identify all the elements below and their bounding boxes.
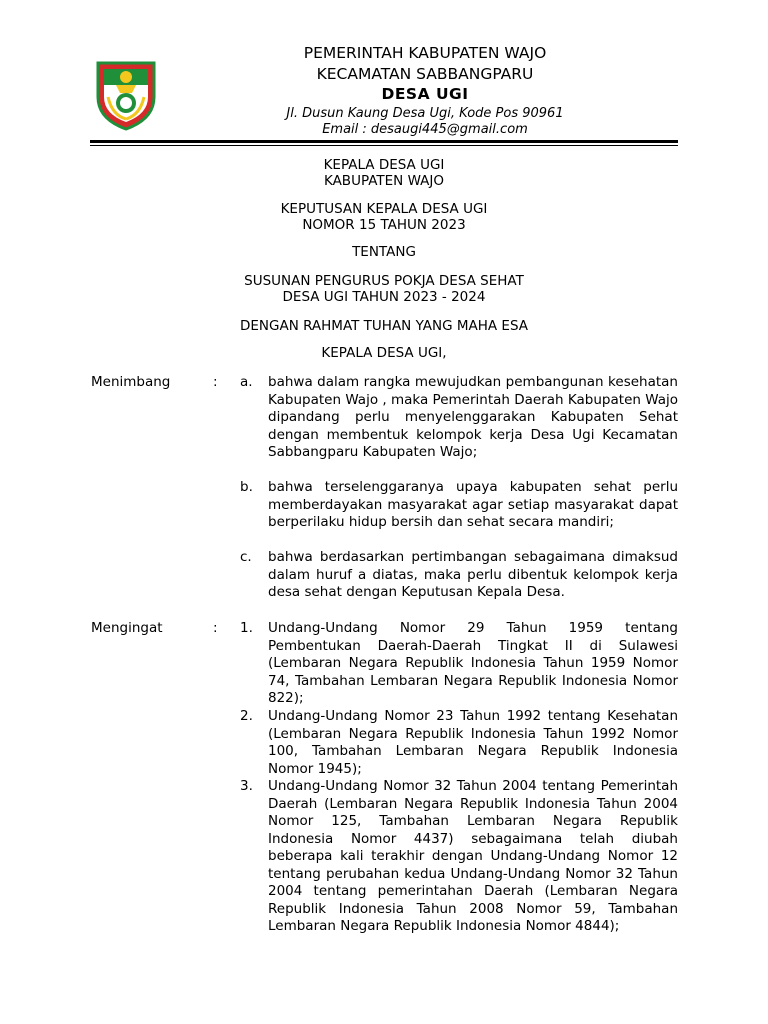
- decree-title: KEPUTUSAN KEPALA DESA UGI: [280, 201, 488, 217]
- menimbang-item: [240, 479, 678, 532]
- mengingat-item: [240, 708, 678, 778]
- item-text: bahwa terselenggaranya upaya kabupaten sehat perlu memberdayakan masyarakat agar setiap masyarakat dapat berperilaku hidup bersih dan sehat secara mandiri;: [268, 479, 678, 530]
- item-text: bahwa dalam rangka mewujudkan pembangunan kesehatan Kabupaten Wajo , maka Pemerintah Daerah Kabupaten Wajo dipandang perlu menyelenggarakan Kabupaten Sehat dengan membentuk kelompok kerja Desa Ugi Kecamatan Sabbangparu Kabupaten Wajo;: [268, 374, 678, 460]
- letterhead-district: KECAMATAN SABBANGPARU: [316, 65, 534, 83]
- menimbang-label: Menimbang: [91, 374, 171, 390]
- decree-subject-line2: DESA UGI TAHUN 2023 - 2024: [282, 289, 486, 305]
- decree-subject-line1: SUSUNAN PENGURUS POKJA DESA SEHAT: [244, 273, 524, 289]
- letterhead-village: DESA UGI: [381, 85, 469, 103]
- mengingat-item: [240, 778, 678, 936]
- decree-blessing: DENGAN RAHMAT TUHAN YANG MAHA ESA: [239, 318, 529, 334]
- item-marker: a.: [240, 374, 253, 390]
- official-regency: KABUPATEN WAJO: [323, 173, 445, 189]
- letterhead-divider-thin: [90, 145, 678, 146]
- menimbang-item: [240, 374, 678, 462]
- item-marker: c.: [240, 549, 252, 565]
- mengingat-item: [240, 620, 678, 708]
- decree-issuer: KEPALA DESA UGI,: [321, 345, 447, 361]
- item-text: bahwa berdasarkan pertimbangan sebagaimana dimaksud dalam huruf a diatas, maka perlu dibentuk kelompok kerja desa sehat dengan Keputusan Kepala Desa.: [268, 549, 678, 600]
- mengingat-label: Mengingat: [91, 620, 163, 636]
- decree-number: NOMOR 15 TAHUN 2023: [302, 217, 466, 233]
- decree-about: TENTANG: [352, 244, 416, 260]
- menimbang-item: [240, 549, 678, 602]
- letterhead-government: PEMERINTAH KABUPATEN WAJO: [303, 44, 547, 62]
- letterhead-email: Email : desaugi445@gmail.com: [322, 122, 528, 137]
- menimbang-colon: :: [213, 374, 218, 390]
- item-marker: 3.: [240, 778, 253, 794]
- item-text: Undang-Undang Nomor 32 Tahun 2004 tentang Pemerintah Daerah (Lembaran Negara Republik Indonesia Tahun 2004 Nomor 125, Tambahan Lembaran Negara Republik Indonesia Nomor 4437) sebagaimana telah diubah beberapa kali terakhir dengan Undang-Undang Nomor 12 tentang perubahan kedua Undang-Undang Nomor 32 Tahun 2004 tentang pemerintahan Daerah (Lembaran Negara Republik Indonesia Tahun 2008 Nomor 59, Tambahan Lembaran Negara Republik Indonesia Nomor 4844);: [268, 778, 678, 934]
- item-text: Undang-Undang Nomor 23 Tahun 1992 tentang Kesehatan (Lembaran Negara Republik Indonesia Tahun 1992 Nomor 100, Tambahan Lembaran Negara Republik Indonesia Nomor 1945);: [268, 708, 678, 777]
- official-title: KEPALA DESA UGI: [323, 157, 445, 173]
- item-marker: b.: [240, 479, 253, 495]
- wajo-regency-emblem-icon: [94, 57, 158, 131]
- letterhead-address: Jl. Dusun Kaung Desa Ugi, Kode Pos 90961: [286, 106, 564, 121]
- item-text: Undang-Undang Nomor 29 Tahun 1959 tentang Pembentukan Daerah-Daerah Tingkat II di Sulawesi (Lembaran Negara Republik Indonesia Tahun 1959 Nomor 74, Tambahan Lembaran Negara Republik Indonesia Nomor 822);: [268, 620, 678, 706]
- item-marker: 1.: [240, 620, 253, 636]
- item-marker: 2.: [240, 708, 253, 724]
- mengingat-colon: :: [213, 620, 218, 636]
- letterhead-divider-thick: [90, 140, 678, 143]
